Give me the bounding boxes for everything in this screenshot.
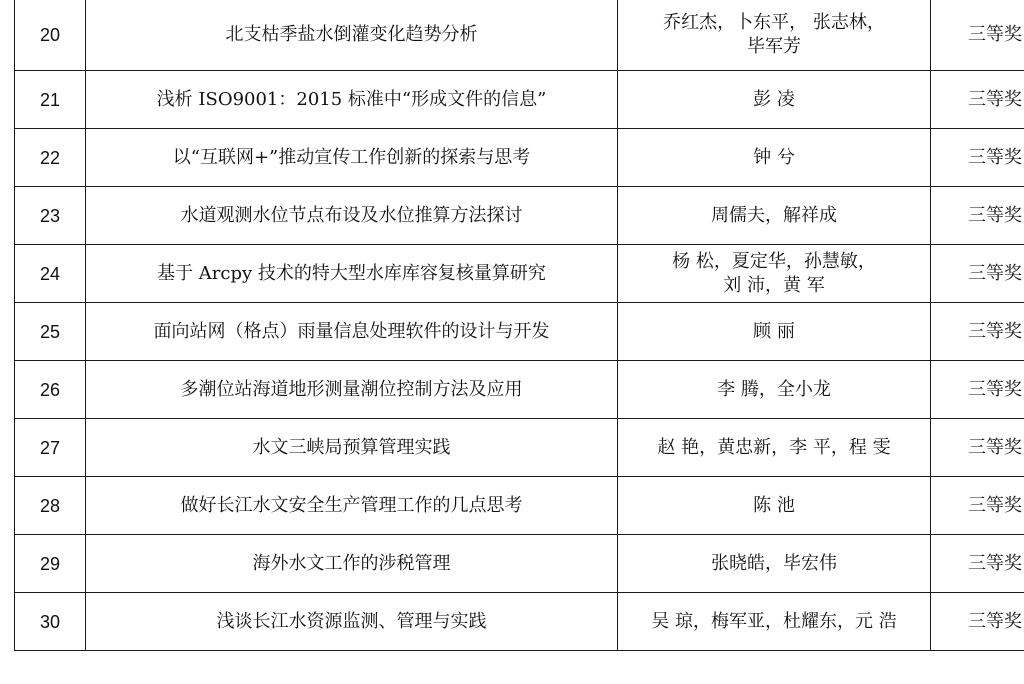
- authors-cell: [618, 593, 931, 651]
- table-row: [15, 361, 1024, 419]
- author-line: 顾 丽: [753, 320, 795, 342]
- author-line: 毕军芳: [747, 36, 801, 57]
- authors-cell: [618, 535, 931, 593]
- paper-title: 北支枯季盐水倒灌变化趋势分析: [86, 0, 618, 71]
- paper-title: 做好长江水文安全生产管理工作的几点思考: [86, 477, 618, 535]
- table-row: [15, 593, 1024, 651]
- award-level: 三等奖: [931, 187, 1024, 245]
- author-line: 钟 兮: [753, 146, 795, 168]
- author-line: 周儒夫，解祥成: [711, 204, 837, 226]
- authors-cell: [618, 187, 931, 245]
- row-number: 26: [15, 361, 86, 419]
- row-number: 27: [15, 419, 86, 477]
- authors-cell: [618, 303, 931, 361]
- row-number: 28: [15, 477, 86, 535]
- authors-cell: [618, 0, 931, 71]
- row-number: 30: [15, 593, 86, 651]
- row-number: 22: [15, 129, 86, 187]
- author-line: 李 腾，全小龙: [717, 378, 831, 400]
- row-number: 21: [15, 71, 86, 129]
- row-number: 23: [15, 187, 86, 245]
- paper-title: 以“互联网+”推动宣传工作创新的探索与思考: [86, 129, 618, 187]
- row-number: 24: [15, 245, 86, 303]
- award-level: 三等奖: [931, 245, 1024, 303]
- row-number: 29: [15, 535, 86, 593]
- paper-title: 面向站网（格点）雨量信息处理软件的设计与开发: [86, 303, 618, 361]
- award-level: 三等奖: [931, 129, 1024, 187]
- authors-cell: [618, 477, 931, 535]
- award-level: 三等奖: [931, 535, 1024, 593]
- authors-cell: [618, 361, 931, 419]
- award-level: 三等奖: [931, 419, 1024, 477]
- table-row: [15, 129, 1024, 187]
- authors-cell: [618, 71, 931, 129]
- award-level: 三等奖: [931, 361, 1024, 419]
- author-line: 刘 沛，黄 军: [723, 274, 825, 296]
- paper-title: 浅析 ISO9001：2015 标准中“形成文件的信息”: [86, 71, 618, 129]
- award-level: 三等奖: [931, 0, 1024, 71]
- authors-cell: [618, 245, 931, 303]
- paper-title: 水道观测水位节点布设及水位推算方法探讨: [86, 187, 618, 245]
- paper-title: 浅谈长江水资源监测、管理与实践: [86, 593, 618, 651]
- authors-cell: [618, 129, 931, 187]
- paper-title: 海外水文工作的涉税管理: [86, 535, 618, 593]
- award-level: 三等奖: [931, 477, 1024, 535]
- table-row: [15, 187, 1024, 245]
- authors-cell: [618, 419, 931, 477]
- table-row: [15, 303, 1024, 361]
- award-level: 三等奖: [931, 593, 1024, 651]
- paper-title: 多潮位站海道地形测量潮位控制方法及应用: [86, 361, 618, 419]
- author-line: 彭 凌: [753, 88, 795, 110]
- author-line: 杨 松，夏定华，孙慧敏，: [672, 250, 876, 272]
- award-level: 三等奖: [931, 71, 1024, 129]
- awards-table: [14, 0, 1024, 651]
- row-number: 25: [15, 303, 86, 361]
- paper-title: 水文三峡局预算管理实践: [86, 419, 618, 477]
- author-line: 乔红杰，卜东平， 张志林，: [663, 12, 885, 33]
- table-row: [15, 0, 1024, 71]
- paper-title: 基于 Arcpy 技术的特大型水库库容复核量算研究: [86, 245, 618, 303]
- award-level: 三等奖: [931, 303, 1024, 361]
- table-row: [15, 71, 1024, 129]
- table-row: [15, 419, 1024, 477]
- author-line: 陈 池: [753, 494, 795, 516]
- author-line: 赵 艳，黄忠新，李 平，程 雯: [657, 436, 891, 458]
- table-row: [15, 245, 1024, 303]
- row-number: 20: [15, 0, 86, 71]
- table-row: [15, 477, 1024, 535]
- author-line: 张晓皓，毕宏伟: [711, 552, 837, 574]
- table-row: [15, 535, 1024, 593]
- awards-table-body: [15, 0, 1024, 651]
- author-line: 吴 琼，梅军亚，杜耀东，元 浩: [651, 610, 897, 632]
